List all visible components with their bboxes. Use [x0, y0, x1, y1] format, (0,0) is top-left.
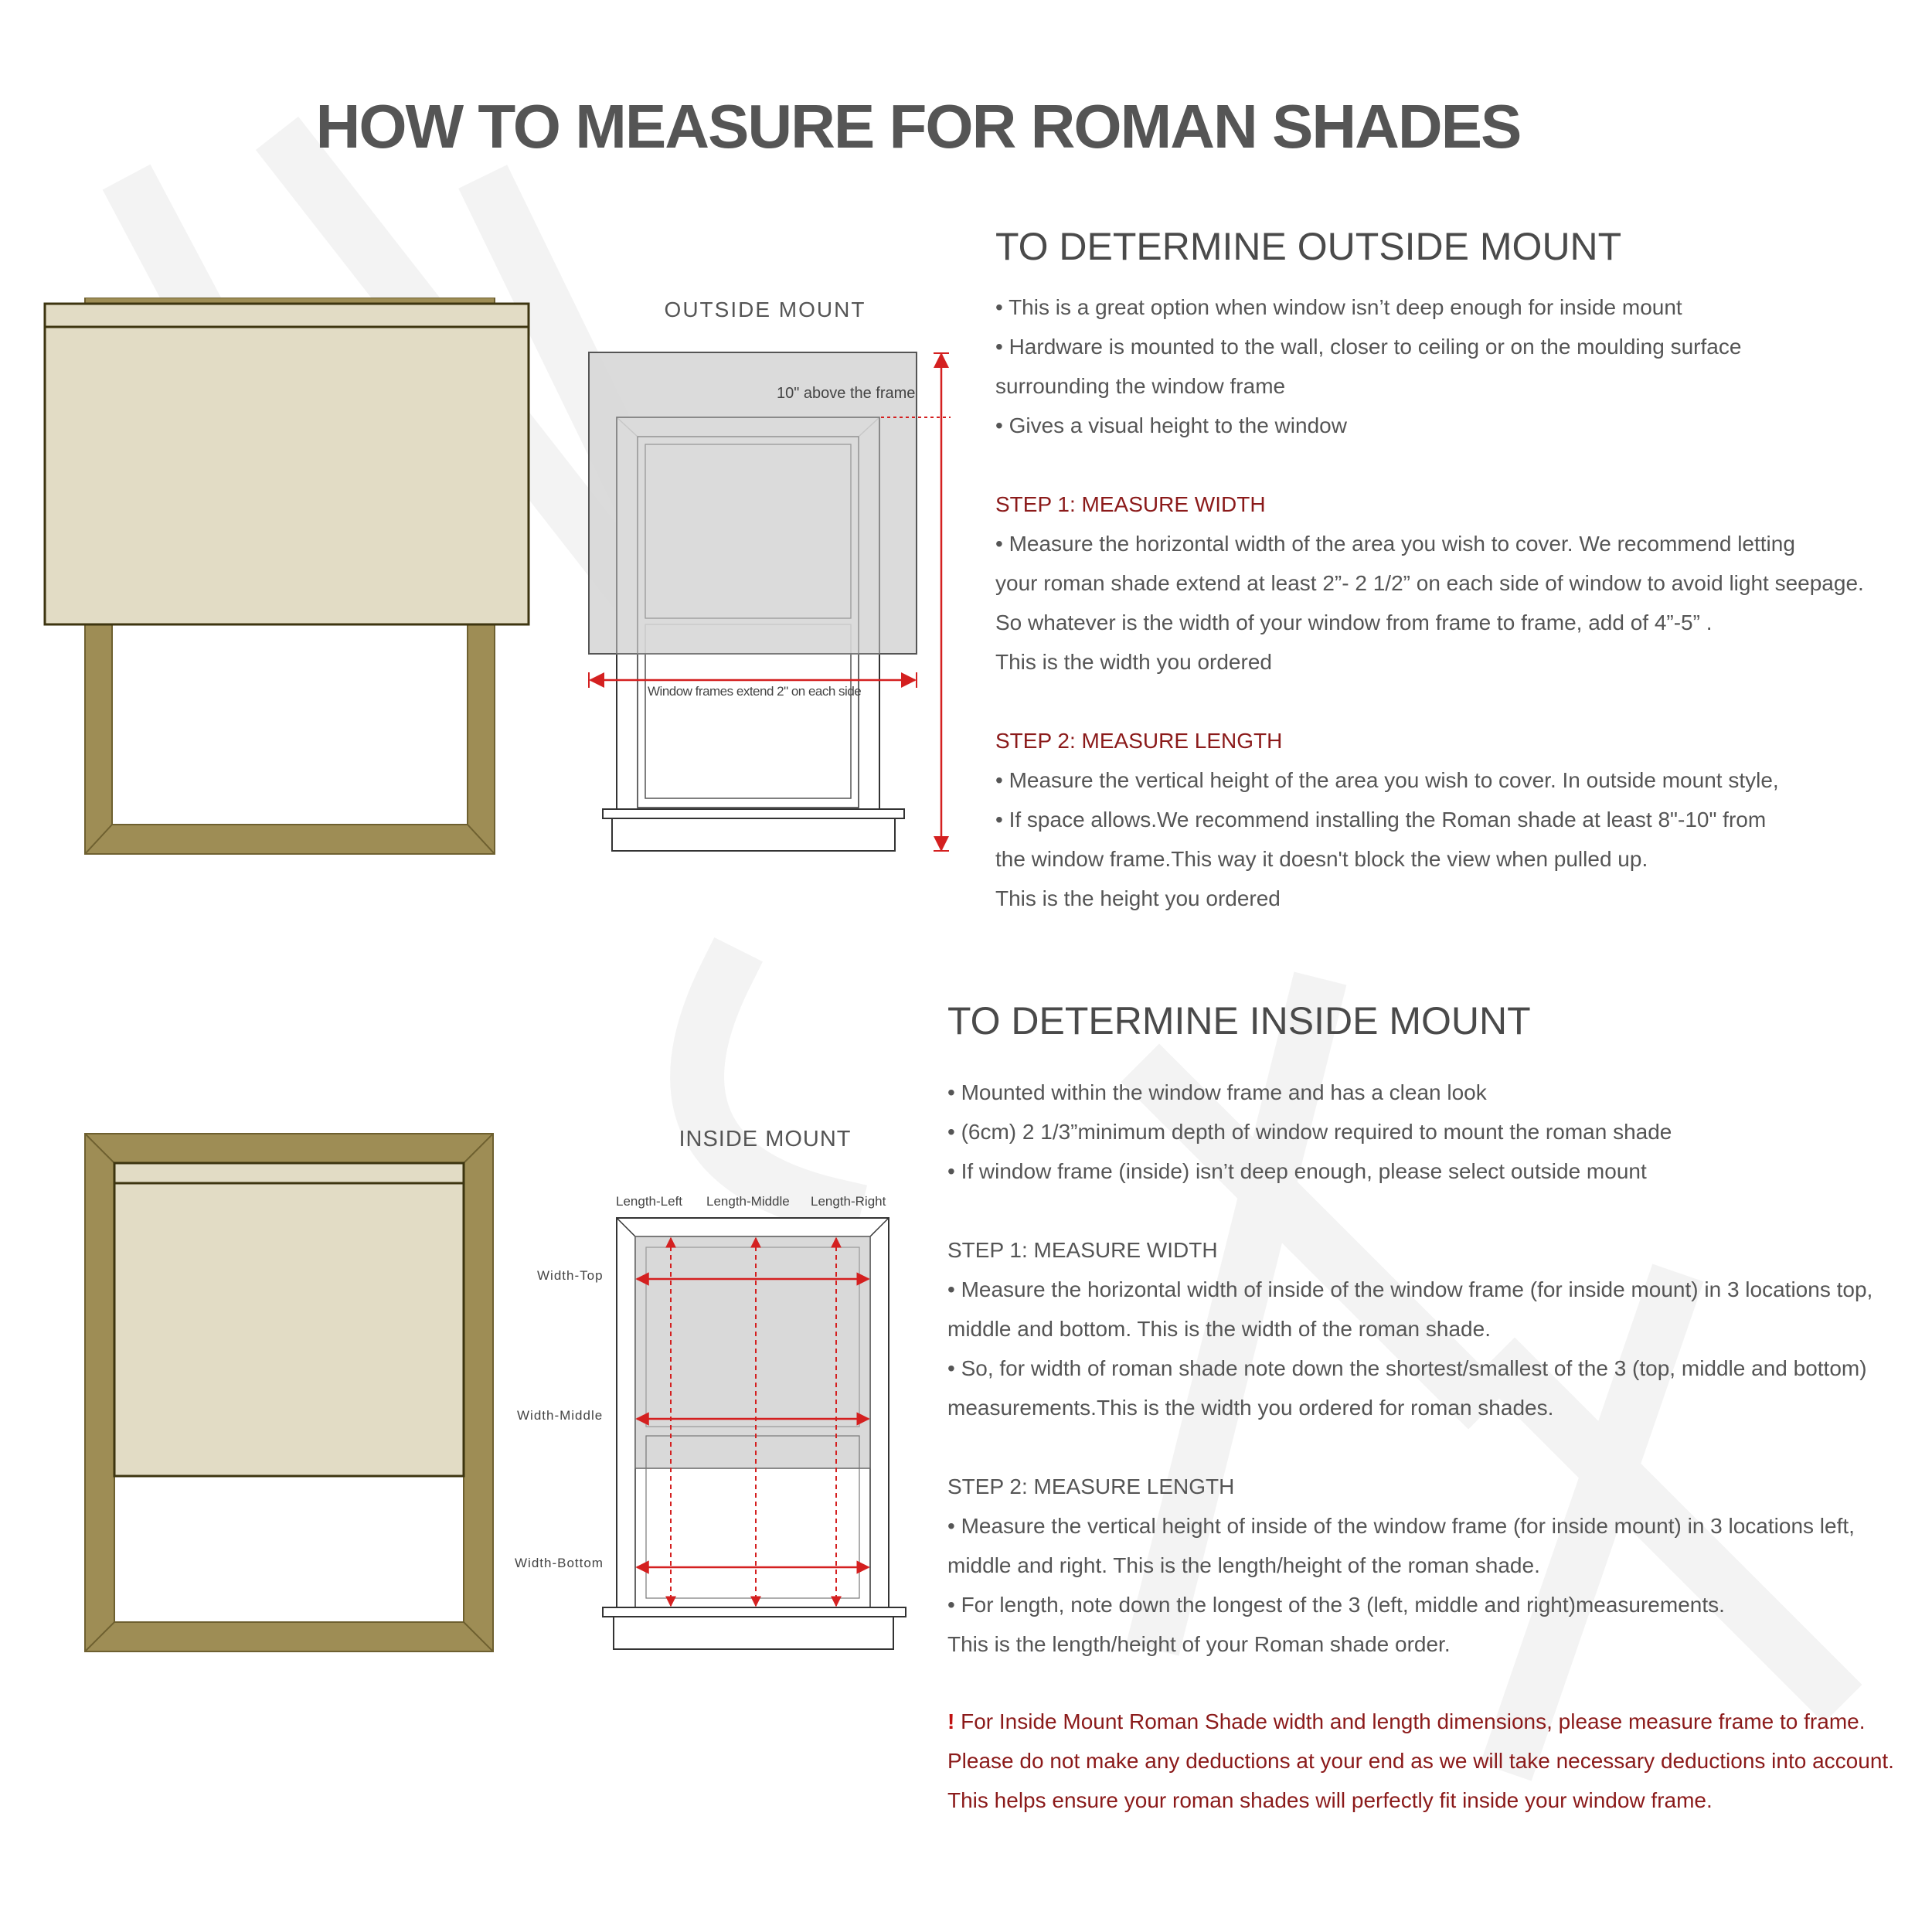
headrail: [114, 1163, 464, 1183]
outside-mount-illustration: [39, 298, 541, 858]
outside-bullet: • This is a great option when window isn’t deep enough for inside mount: [995, 295, 1682, 319]
outside-text: [995, 287, 1923, 918]
label-width-middle: Width-Middle: [517, 1408, 604, 1423]
inside-diagram-title: INSIDE MOUNT: [679, 1127, 852, 1151]
inside-step2-title: STEP 2: MEASURE LENGTH: [947, 1475, 1235, 1498]
label-length-left: Length-Left: [616, 1194, 683, 1209]
note-line: ! For Inside Mount Roman Shade width and length dimensions, please measure frame to frame.: [947, 1709, 1866, 1733]
outside-step2-line: This is the height you ordered: [995, 886, 1281, 910]
inside-note: [947, 1702, 1932, 1820]
inside-bullet: • If window frame (inside) isn’t deep enough, please select outside mount: [947, 1159, 1647, 1183]
outside-step1-line: • Measure the horizontal width of the area you wish to cover. We recommend letting: [995, 532, 1795, 556]
inside-text: [947, 1073, 1929, 1703]
inside-step1-line: measurements.This is the width you ordered for roman shades.: [947, 1396, 1554, 1420]
inside-step1-line: • Measure the horizontal width of inside of the window frame (for inside mount) in 3 locations top,: [947, 1277, 1873, 1301]
warning-mark: !: [947, 1709, 955, 1733]
outside-step1-title: STEP 1: MEASURE WIDTH: [995, 492, 1266, 516]
inside-heading: TO DETERMINE INSIDE MOUNT: [947, 999, 1531, 1043]
headrail: [45, 304, 529, 327]
outside-step2-title: STEP 2: MEASURE LENGTH: [995, 729, 1283, 753]
inside-step2-line: • Measure the vertical height of inside of the window frame (for inside mount) in 3 locations left,: [947, 1514, 1855, 1538]
roman-shade: [45, 304, 529, 624]
inside-bullet: • Mounted within the window frame and has a clean look: [947, 1080, 1487, 1104]
label-length-right: Length-Right: [811, 1194, 886, 1209]
inside-step2-line: middle and right. This is the length/height of the roman shade.: [947, 1553, 1540, 1577]
inside-mount-diagram: [587, 1206, 927, 1662]
outside-step1-line: your roman shade extend at least 2”- 2 1/2” on each side of window to avoid light seepage.: [995, 571, 1864, 595]
outside-bullet: • Gives a visual height to the window: [995, 413, 1347, 437]
outside-mount-diagram: [580, 340, 966, 866]
label-frame-extend: Window frames extend 2" on each side: [648, 684, 862, 699]
inside-bullet: • (6cm) 2 1/3”minimum depth of window required to mount the roman shade: [947, 1120, 1672, 1144]
label-width-top: Width-Top: [537, 1268, 604, 1283]
inside-step2-line: • For length, note down the longest of the 3 (left, middle and right)measurements.: [947, 1593, 1725, 1617]
outside-step2-line: the window frame.This way it doesn't block the view when pulled up.: [995, 847, 1648, 871]
outside-bullet: • Hardware is mounted to the wall, closer to ceiling or on the moulding surface: [995, 335, 1742, 359]
outside-bullet: surrounding the window frame: [995, 374, 1286, 398]
label-10-above-frame: 10" above the frame: [777, 385, 916, 402]
roman-shade: [114, 1163, 464, 1476]
outside-step2-line: • Measure the vertical height of the area you wish to cover. In outside mount style,: [995, 768, 1779, 792]
page-title: HOW TO MEASURE FOR ROMAN SHADES: [315, 92, 1521, 161]
note-line: Please do not make any deductions at your end as we will take necessary deductions into account.: [947, 1749, 1894, 1773]
inside-step1-line: • So, for width of roman shade note down the shortest/smallest of the 3 (top, middle and bottom): [947, 1356, 1867, 1380]
outside-step2-line: • If space allows.We recommend installing the Roman shade at least 8"-10" from: [995, 808, 1767, 832]
inside-step2-line: This is the length/height of your Roman shade order.: [947, 1632, 1451, 1656]
inside-step1-title: STEP 1: MEASURE WIDTH: [947, 1238, 1218, 1262]
outside-step1-line: This is the width you ordered: [995, 650, 1272, 674]
inside-mount-illustration: [83, 1132, 501, 1658]
outside-diagram-title: OUTSIDE MOUNT: [664, 298, 866, 321]
label-width-bottom: Width-Bottom: [515, 1556, 604, 1570]
outside-step1-line: So whatever is the width of your window from frame to frame, add of 4”-5” .: [995, 611, 1713, 634]
outside-heading: TO DETERMINE OUTSIDE MOUNT: [995, 225, 1622, 268]
note-line: This helps ensure your roman shades will perfectly fit inside your window frame.: [947, 1788, 1713, 1812]
label-length-middle: Length-Middle: [706, 1194, 790, 1209]
inside-step1-line: middle and bottom. This is the width of the roman shade.: [947, 1317, 1491, 1341]
